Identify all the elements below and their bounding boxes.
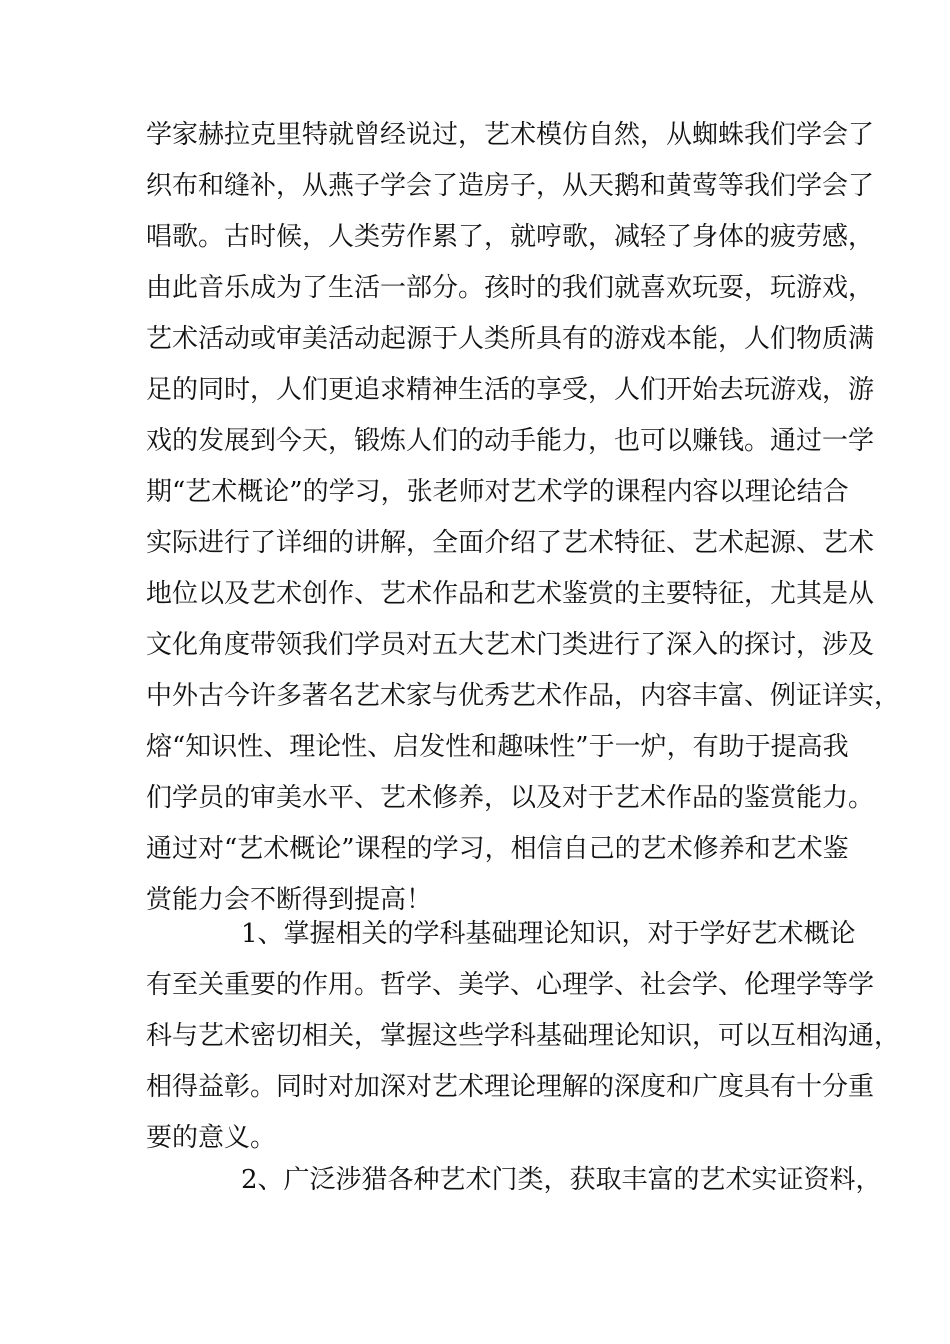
text-line: 要的意义。 [146, 1123, 277, 1153]
text-line: 由此音乐成为了生活一部分。孩时的我们就喜欢玩耍，玩游戏， [146, 273, 875, 303]
paragraph-point-2 [146, 1155, 882, 1206]
text-line: 熔“知识性、理论性、启发性和趣味性”于一炉，有助于提高我 [146, 732, 849, 762]
text-line: 地位以及艺术创作、艺术作品和艺术鉴赏的主要特征，尤其是从 [146, 579, 875, 609]
paragraph-art-imitation [146, 110, 901, 926]
text-line: 科与艺术密切相关，掌握这些学科基础理论知识，可以互相沟通， [146, 1021, 901, 1051]
text-line: 们学员的审美水平、艺术修养，以及对于艺术作品的鉴赏能力。 [146, 783, 875, 813]
text-line: 相得益彰。同时对加深对艺术理论理解的深度和广度具有十分重 [146, 1072, 875, 1102]
text-line: 中外古今许多著名艺术家与优秀艺术作品，内容丰富、例证详实， [146, 681, 901, 711]
text-line: 赏能力会不断得到提高！ [146, 885, 433, 915]
text-line: 艺术活动或审美活动起源于人类所具有的游戏本能，人们物质满 [146, 324, 875, 354]
text-line: 实际进行了详细的讲解，全面介绍了艺术特征、艺术起源、艺术 [146, 528, 875, 558]
text-line: 1、掌握相关的学科基础理论知识，对于学好艺术概论 [241, 919, 856, 949]
text-line: 学家赫拉克里特就曾经说过，艺术模仿自然，从蜘蛛我们学会了 [146, 120, 875, 150]
text-line: 有至关重要的作用。哲学、美学、心理学、社会学、伦理学等学 [146, 970, 875, 1000]
text-line: 通过对“艺术概论”课程的学习，相信自己的艺术修养和艺术鉴 [146, 834, 849, 864]
text-line: 唱歌。古时候，人类劳作累了，就哼歌，减轻了身体的疲劳感， [146, 222, 875, 252]
text-line: 期“艺术概论”的学习，张老师对艺术学的课程内容以理论结合 [146, 477, 849, 507]
text-line: 织布和缝补，从燕子学会了造房子，从天鹅和黄莺等我们学会了 [146, 171, 875, 201]
text-line: 戏的发展到今天，锻炼人们的动手能力，也可以赚钱。通过一学 [146, 426, 875, 456]
text-line: 足的同时，人们更追求精神生活的享受，人们开始去玩游戏，游 [146, 375, 875, 405]
paragraph-point-1 [146, 909, 901, 1164]
text-line: 2、广泛涉猎各种艺术门类，获取丰富的艺术实证资料， [241, 1165, 882, 1195]
text-line: 文化角度带领我们学员对五大艺术门类进行了深入的探讨，涉及 [146, 630, 875, 660]
